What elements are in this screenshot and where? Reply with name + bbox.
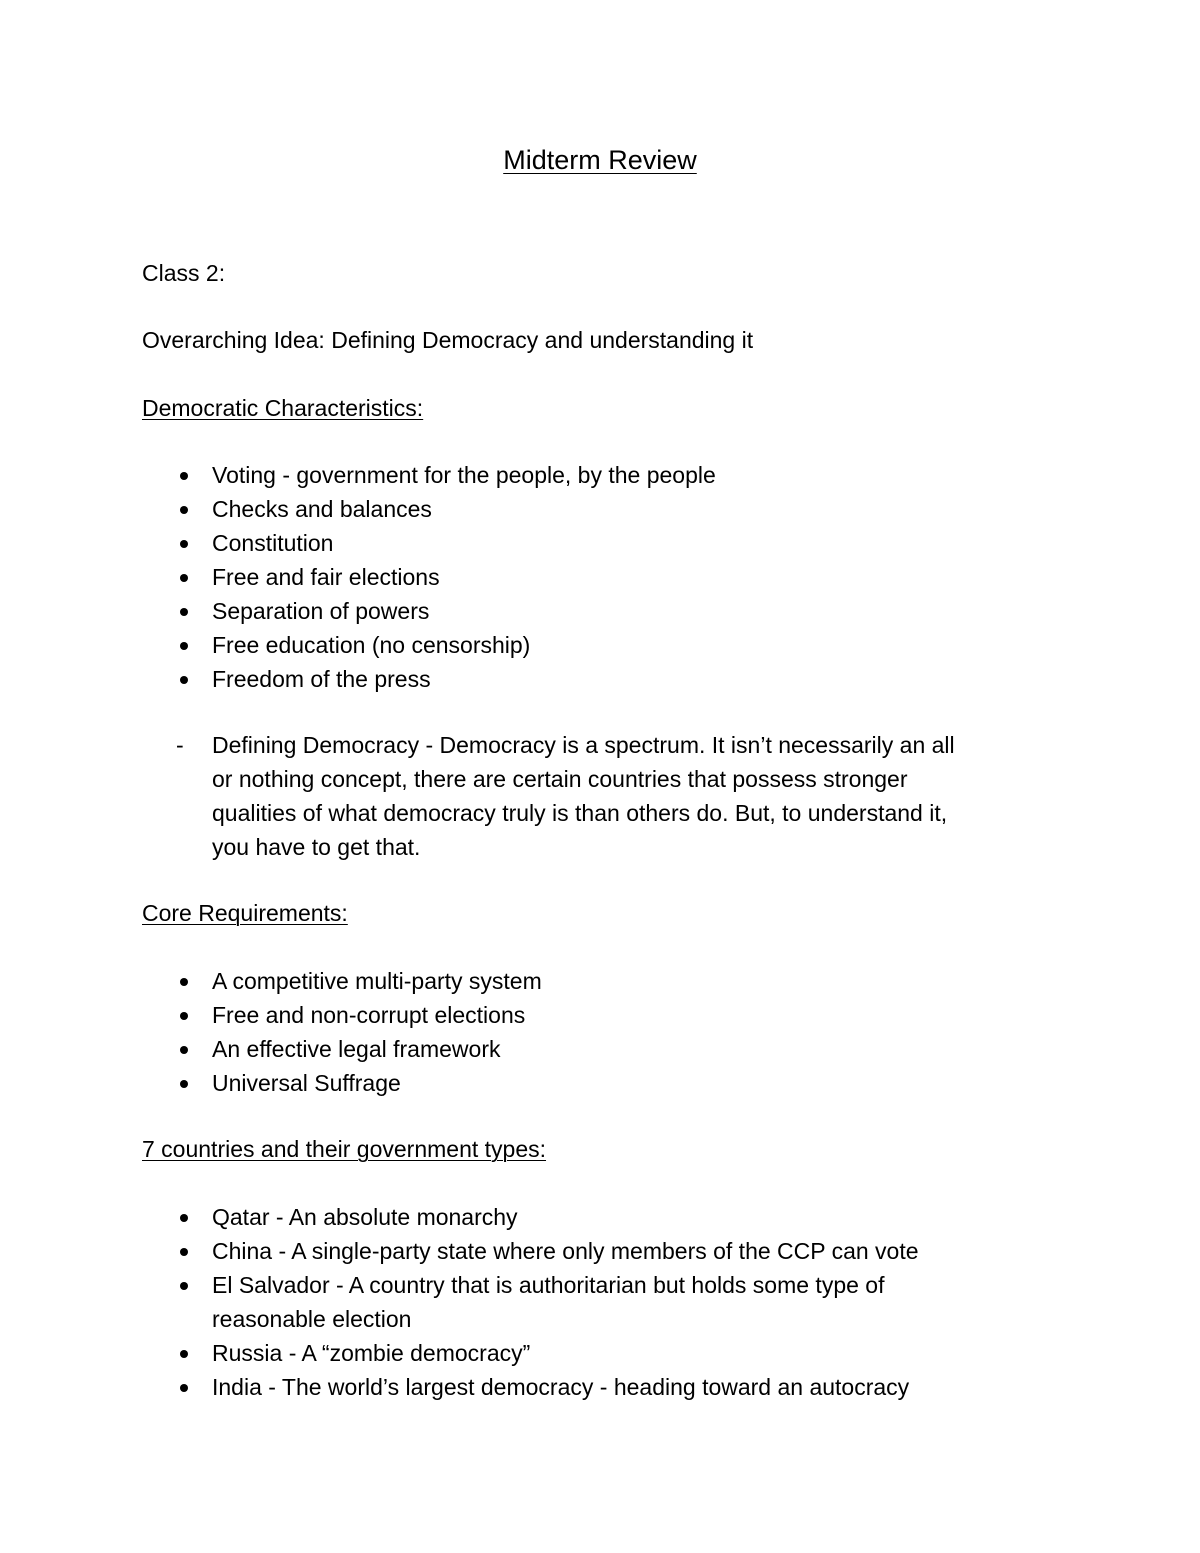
list-item-text: Free and fair elections [212, 564, 440, 590]
countries-list [142, 1200, 1042, 1404]
bullet-icon [180, 1384, 188, 1392]
bullet-icon [180, 574, 188, 582]
list-item [142, 628, 1042, 662]
bullet-icon [180, 540, 188, 548]
list-item-text: Free education (no censorship) [212, 632, 531, 658]
list-item-text-continued: reasonable election [212, 1306, 412, 1332]
list-item-text: Separation of powers [212, 598, 430, 624]
note-line: or nothing concept, there are certain countries that possess stronger [212, 766, 908, 792]
section-heading-democratic-characteristics: Democratic Characteristics: [142, 395, 424, 421]
list-item-text: El Salvador - A country that is authoritarian but holds some type of [212, 1272, 885, 1298]
list-item [142, 662, 1042, 696]
note-line: you have to get that. [212, 834, 421, 860]
list-item [142, 998, 1042, 1032]
bullet-icon [180, 608, 188, 616]
bullet-icon [180, 1012, 188, 1020]
list-item [142, 1200, 1042, 1234]
list-item [142, 1234, 1042, 1268]
bullet-icon [180, 676, 188, 684]
list-item [142, 458, 1042, 492]
overarching-idea: Overarching Idea: Defining Democracy and understanding it [142, 327, 754, 353]
class-label: Class 2: [142, 260, 226, 286]
list-item-text: Free and non-corrupt elections [212, 1002, 526, 1028]
page-title-text: Midterm Review [503, 145, 697, 175]
list-item [142, 1066, 1042, 1100]
list-item-text: Universal Suffrage [212, 1070, 401, 1096]
section-heading-core-requirements: Core Requirements: [142, 900, 348, 926]
bullet-icon [180, 472, 188, 480]
bullet-icon [180, 978, 188, 986]
list-item [142, 526, 1042, 560]
bullet-icon [180, 1248, 188, 1256]
note-line: qualities of what democracy truly is than others do. But, to understand it, [212, 800, 948, 826]
list-item-text: Russia - A “zombie democracy” [212, 1340, 531, 1366]
list-item [142, 1268, 1042, 1336]
list-item-text: Qatar - An absolute monarchy [212, 1204, 518, 1230]
section-heading-countries: 7 countries and their government types: [142, 1136, 547, 1162]
core-requirements-list [142, 964, 1042, 1100]
list-item [142, 1336, 1042, 1370]
list-item [142, 1032, 1042, 1066]
list-item [142, 560, 1042, 594]
list-item [142, 594, 1042, 628]
list-item-text: A competitive multi-party system [212, 968, 542, 994]
democratic-characteristics-list [142, 458, 1042, 696]
list-item-text: India - The world’s largest democracy - heading toward an autocracy [212, 1374, 910, 1400]
bullet-icon [180, 642, 188, 650]
bullet-icon [180, 506, 188, 514]
list-item-text: Voting - government for the people, by the people [212, 462, 716, 488]
bullet-icon [180, 1350, 188, 1358]
list-item-text: Freedom of the press [212, 666, 431, 692]
bullet-icon [180, 1214, 188, 1222]
page-title [0, 140, 1200, 180]
list-item [142, 964, 1042, 998]
list-item-text: Checks and balances [212, 496, 432, 522]
defining-democracy-note [142, 728, 1042, 864]
list-item [142, 492, 1042, 526]
bullet-icon [180, 1282, 188, 1290]
list-item [142, 1370, 1042, 1404]
bullet-icon [180, 1080, 188, 1088]
note-line: Defining Democracy - Democracy is a spectrum. It isn’t necessarily an all [212, 732, 955, 758]
list-item-text: Constitution [212, 530, 334, 556]
dash-marker: - [176, 732, 184, 758]
list-item-text: An effective legal framework [212, 1036, 501, 1062]
list-item-text: China - A single-party state where only members of the CCP can vote [212, 1238, 919, 1264]
bullet-icon [180, 1046, 188, 1054]
